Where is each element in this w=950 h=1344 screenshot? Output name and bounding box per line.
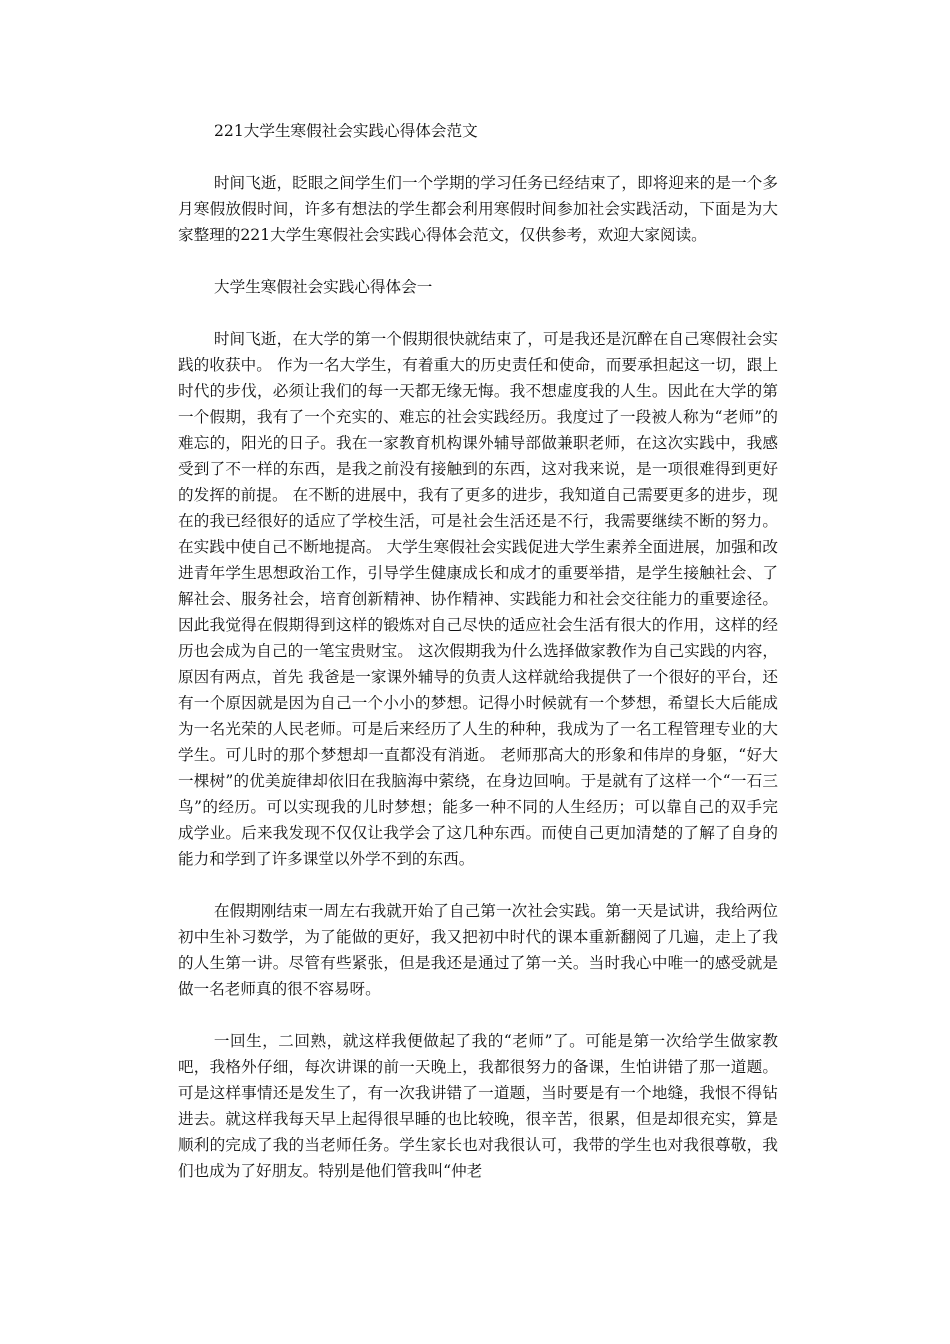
intro-paragraph: 时间飞逝，眨眼之间学生们一个学期的学习任务已经结束了，即将迎来的是一个多月寒假放假时间，许多有想法的学生都会利用寒假时间参加社会实践活动，下面是为大家整理的221大学生寒假社会实践心得体会范文，仅供参考，欢迎大家阅读。 <box>178 174 778 244</box>
document-page <box>178 118 778 1210</box>
document-title: 221大学生寒假社会实践心得体会范文 <box>214 122 478 140</box>
body-paragraph-2: 在假期刚结束一周左右我就开始了自己第一次社会实践。第一天是试讲，我给两位初中生补习数学，为了能做的更好，我又把初中时代的课本重新翻阅了几遍，走上了我的人生第一讲。尽管有些紧张，但是我还是通过了第一关。当时我心中唯一的感受就是做一名老师真的很不容易呀。 <box>178 902 778 998</box>
body-paragraph-3: 一回生，二回熟，就这样我便做起了我的“老师”了。可能是第一次给学生做家教吧，我格外仔细，每次讲课的前一天晚上，我都很努力的备课，生怕讲错了那一道题。可是这样事情还是发生了，有一次我讲错了一道题，当时要是有一个地缝，我恨不得钻进去。就这样我每天早上起得很早睡的也比较晚，很辛苦，很累，但是却很充实，算是顺利的完成了我的当老师任务。学生家长也对我很认可，我带的学生也对我很尊敬，我们也成为了好朋友。特别是他们管我叫“仲老 <box>178 1032 778 1180</box>
body-paragraph-1: 时间飞逝，在大学的第一个假期很快就结束了，可是我还是沉醉在自己寒假社会实践的收获中。 作为一名大学生，有着重大的历史责任和使命，而要承担起这一切，跟上时代的步伐，必须让我们的每一天都无缘无悔。我不想虚度我的人生。因此在大学的第一个假期，我有了一个充实的、难忘的社会实践经历。我度过了一段被人称为“老师”的难忘的，阳光的日子。我在一家教育机构课外辅导部做兼职老师，在这次实践中，我感受到了不一样的东西，是我之前没有接触到的东西，这对我来说，是一项很难得到更好的发挥的前提。 在不断的进展中，我有了更多的进步，我知道自己需要更多的进步，现在的我已经很好的适应了学校生活，可是社会生活还是不行，我需要继续不断的努力。在实践中使自己不断地提高。 大学生寒假社会实践促进大学生素养全面进展，加强和改进青年学生思想政治工作，引导学生健康成长和成才的重要举措，是学生接触社会、了解社会、服务社会，培育创新精神、协作精神、实践能力和社会交往能力的重要途径。因此我觉得在假期得到这样的锻炼对自己尽快的适应社会生活有很大的作用，这样的经历也会成为自己的一笔宝贵财宝。 这次假期我为什么选择做家教作为自己实践的内容，原因有两点，首先 我爸是一家课外辅导的负责人这样就给我提供了一个很好的平台，还有一个原因就是因为自己一个小小的梦想。记得小时候就有一个梦想，希望长大后能成为一名光荣的人民老师。可是后来经历了人生的种种，我成为了一名工程管理专业的大学生。可儿时的那个梦想却一直都没有消逝。 老师那高大的形象和伟岸的身躯，“好大一棵树”的优美旋律却依旧在我脑海中萦绕，在身边回响。于是就有了这样一个“一石三鸟”的经历。可以实现我的儿时梦想；能多一种不同的人生经历；可以靠自己的双手完成学业。后来我发现不仅仅让我学会了这几种东西。而使自己更加清楚的了解了自身的能力和学到了许多课堂以外学不到的东西。 <box>178 330 778 868</box>
section-title: 大学生寒假社会实践心得体会一 <box>214 278 433 296</box>
